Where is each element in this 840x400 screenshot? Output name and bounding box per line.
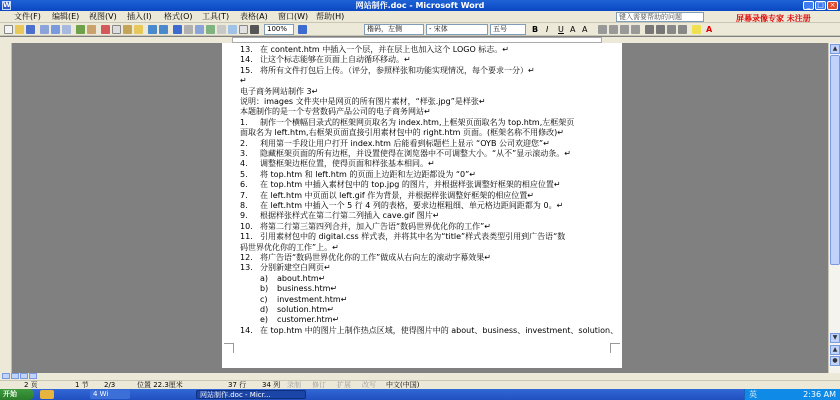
clock: 2:36 AM [803,390,836,399]
zoom-box[interactable]: 100% [264,24,294,35]
document-line[interactable]: customer.htm↵ [277,315,340,325]
page-corner-mark [610,343,620,353]
format-painter-icon[interactable] [134,25,143,34]
menu-table[interactable]: 表格(A) [240,12,268,21]
ime-indicator[interactable]: 英 [749,390,757,399]
taskbar [0,389,840,400]
document-line[interactable]: 调整框架边框位置，使得页面和样张基本相同。↵ [260,159,435,169]
menu-help[interactable]: 帮助(H) [316,12,345,21]
status-position: 位置 22.3厘米 [137,381,183,389]
document-line[interactable]: 利用第一手段让用户打开 index.htm 后能看到标题栏上显示 “OYB 公司欢迎您”↵ [260,138,550,148]
line-number: 13. [240,263,253,273]
start-button[interactable]: 开始 [0,389,34,400]
minimize-button[interactable]: _ [803,1,814,10]
status-page: 2 页 [24,381,38,389]
document-line[interactable]: ↵ [240,76,247,86]
print-view-icon[interactable] [20,373,28,379]
bullets-icon[interactable] [656,25,665,34]
document-line[interactable]: 在 top.htm 中插入素材包中的 top.jpg 的图片，并根据样张调整好框架的相应位置↵ [260,180,561,190]
line-number: 12. [240,253,253,262]
help-question-box[interactable]: 键入需要帮助的问题 [616,12,704,22]
tables-borders-icon[interactable] [184,25,193,34]
line-number: d) [260,305,269,314]
justify-icon[interactable] [631,25,640,34]
document-line[interactable]: 在 left.htm 中页面以 left.gif 作为背景，并根据样张调整好框架的相应位置↵ [260,190,534,200]
page-corner-mark [224,343,234,353]
window-title: 网站制作.doc - Microsoft Word [355,1,485,10]
document-line[interactable]: 电子商务网站制作 3↵ [240,86,319,96]
document-line[interactable]: 码世界优化你的工作”上。↵ [240,242,339,252]
status-ovr[interactable]: 改写 [362,381,376,389]
document-line[interactable]: 根据样张样式在第二行第二列插入 cave.gif 图片↵ [260,211,440,221]
window-group-button[interactable]: 4 Wi [90,390,130,399]
previous-page-icon[interactable]: ▲ [830,345,840,355]
line-number: 1. [240,117,248,127]
align-right-icon[interactable] [620,25,629,34]
scroll-up-arrow[interactable]: ▲ [830,44,840,54]
char-border-button[interactable]: A [570,25,576,34]
web-view-icon[interactable] [11,373,19,379]
font-box[interactable]: - 宋体 [426,24,488,35]
maximize-button[interactable]: □ [815,1,826,10]
vertical-scrollbar[interactable] [828,43,840,373]
line-number: 2. [240,138,248,148]
quick-launch-icon[interactable] [40,390,54,399]
hyperlink-icon[interactable] [173,25,182,34]
new-document-icon[interactable] [4,25,13,34]
line-number: 9. [240,211,248,221]
document-line[interactable]: 本题制作的是一个专营数码产品公司的电子商务网站↵ [240,107,431,117]
highlight-icon[interactable] [692,25,701,34]
menu-format[interactable]: 格式(O) [164,12,193,21]
status-page-of: 2/3 [104,381,116,389]
insert-table-icon[interactable] [195,25,204,34]
char-shading-button[interactable]: A [582,25,588,34]
line-number: 13. [240,45,253,54]
line-number: 6. [240,180,248,190]
status-section: 1 节 [75,381,89,389]
line-number: 14. [240,325,253,335]
print-preview-icon[interactable] [62,25,71,34]
undo-icon[interactable] [148,25,157,34]
copy-icon[interactable] [112,25,121,34]
numbering-icon[interactable] [645,25,654,34]
document-map-icon[interactable] [239,25,248,34]
document-line[interactable]: 将广告语“数码世界优化你的工作”做成从右向左的滚动字幕效果↵ [260,253,491,262]
status-language: 中文(中国) [386,381,420,389]
task-word-document[interactable]: 网站制作.doc - Micr... [196,390,306,399]
document-line[interactable]: 隐藏框架页面的所有边框，并设置使得在浏览器中不可调整大小。“从不”显示滚动条。↵ [260,149,571,158]
decrease-indent-icon[interactable] [667,25,676,34]
word-app-icon[interactable]: W [3,1,11,9]
standard-toolbar [0,23,840,36]
open-folder-icon[interactable] [15,25,24,34]
help-icon[interactable] [298,25,307,34]
document-line[interactable]: solution.htm↵ [277,305,334,314]
menu-tools[interactable]: 工具(T) [202,12,230,21]
document-line[interactable]: 说明：images 文件夹中是网页的所有图片素材，“样张.jpg”是样张↵ [240,97,486,106]
align-center-icon[interactable] [609,25,618,34]
normal-view-icon[interactable] [2,373,10,379]
status-line: 37 行 [228,381,247,389]
print-icon[interactable] [51,25,60,34]
document-line[interactable]: 将第二行第三第四列合并，加入广告语“数码世界优化你的工作”↵ [260,221,491,231]
line-number: 5. [240,169,248,179]
line-number: a) [260,273,269,283]
document-line[interactable]: 面取名为 left.htm,右框架页面直接引用素材包中的 right.htm 页面。(框架名称不用修改)↵ [240,128,564,138]
line-number: 11. [240,232,253,242]
document-line[interactable]: 让这个标志能够在页面上自动循环移动。↵ [260,55,411,65]
document-line[interactable]: 在 top.htm 中的图片上制作热点区域，使得图片中的 about、business、investment、solution、 [260,325,619,335]
document-line[interactable]: 引用素材包中的 digital.css 样式表，并将其中名为“title”样式表类型引用到广告语“数 [260,232,566,242]
permission-icon[interactable] [40,25,49,34]
menu-edit[interactable]: 编辑(E) [52,12,80,21]
drawing-icon[interactable] [228,25,237,34]
document-line[interactable]: 将所有文件打包后上传。（评分，参照样张和功能实现情况，每个要求一分）↵ [260,65,535,75]
spelling-icon[interactable] [76,25,85,34]
line-number: c) [260,294,268,304]
status-ext[interactable]: 扩展 [337,381,351,389]
document-line[interactable]: about.htm↵ [277,273,326,283]
font-color-button[interactable]: A [706,25,713,34]
status-rec[interactable]: 录制 [287,381,301,389]
line-number: 3. [240,149,248,158]
line-number: 14. [240,55,253,65]
show-hide-icon[interactable] [250,25,259,34]
menu-file[interactable]: 文件(F) [14,12,41,21]
status-bar [0,380,840,389]
scroll-down-arrow[interactable]: ▼ [830,333,840,343]
paste-icon[interactable] [123,25,132,34]
menu-insert[interactable]: 插入(I) [127,12,152,21]
line-number: 15. [240,65,253,75]
columns-icon[interactable] [217,25,226,34]
insert-excel-icon[interactable] [206,25,215,34]
font-size-box[interactable]: 五号 [490,24,526,35]
title-bar [0,0,840,11]
cut-icon[interactable] [101,25,110,34]
redo-icon[interactable] [159,25,168,34]
screen-recorder-watermark: 屏幕录像专家 未注册 [736,14,811,23]
browse-object-icon[interactable]: ● [830,356,840,366]
close-button[interactable]: × [827,1,838,10]
document-area [12,43,828,373]
document-line[interactable]: 在 content.htm 中插入一个层，并在层上也加入这个 LOGO 标志。↵ [260,45,510,54]
document-line[interactable]: 分别新建空白网页↵ [260,263,331,273]
menu-window[interactable]: 窗口(W) [278,12,309,21]
document-line[interactable]: investment.htm↵ [277,294,348,304]
italic-button[interactable]: I [546,25,549,34]
bold-button[interactable]: B [532,25,539,34]
increase-indent-icon[interactable] [678,25,687,34]
status-trk[interactable]: 修订 [312,381,326,389]
document-line[interactable]: 将 top.htm 和 left.htm 的页面上边距和左边距都设为 “0”↵ [260,169,476,179]
style-box[interactable]: 楷码，左侧 [364,24,424,35]
research-icon[interactable] [87,25,96,34]
line-number: 7. [240,190,248,200]
view-bar [0,373,840,380]
line-number: b) [260,284,269,294]
system-tray [744,389,840,400]
align-left-icon[interactable] [598,25,607,34]
line-number: 10. [240,221,253,231]
save-icon[interactable] [26,25,35,34]
underline-button[interactable]: U [558,25,564,34]
line-number: e) [260,315,269,325]
document-line[interactable]: business.htm↵ [277,284,338,294]
line-number: 8. [240,201,248,210]
document-line[interactable]: 在 left.htm 中插入一个 5 行 4 列的表格，要求边框粗细、单元格边距间距都为 0。↵ [260,201,564,210]
scroll-thumb[interactable] [830,55,840,265]
status-column: 34 列 [262,381,281,389]
line-number: 4. [240,159,248,169]
menu-bar [0,11,840,23]
menu-view[interactable]: 视图(V) [89,12,117,21]
document-line[interactable]: 制作一个横幅目录式的框架网页取名为 index.htm,上框架页面取名为 top.htm,左框架页 [260,117,575,127]
vertical-ruler[interactable] [0,43,12,373]
outline-view-icon[interactable] [29,373,37,379]
